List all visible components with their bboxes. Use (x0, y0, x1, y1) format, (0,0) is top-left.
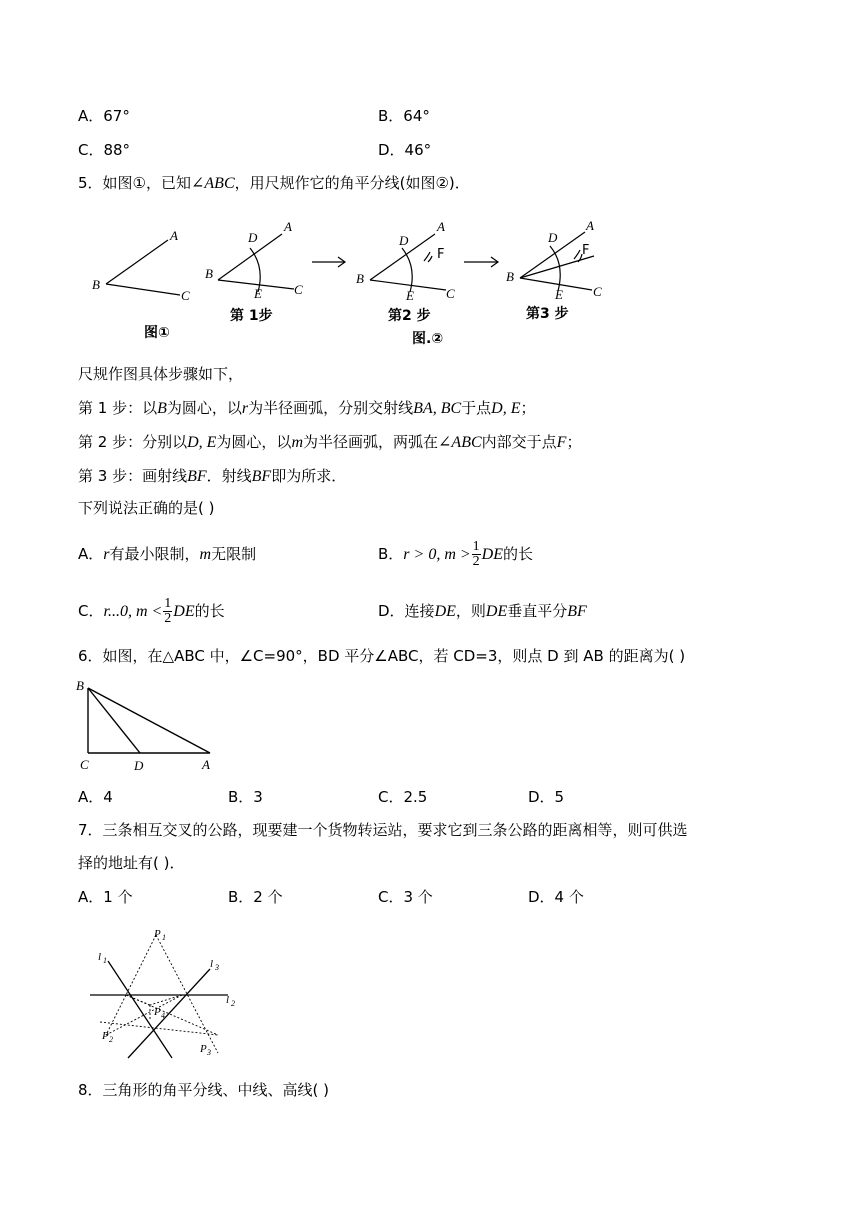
caption-fig1: 图① (144, 325, 170, 341)
svg-text:D: D (248, 230, 258, 245)
q7-option-d: D．4 个 (528, 888, 584, 906)
svg-text:C: C (593, 284, 602, 299)
q6-label-c: C (80, 757, 89, 772)
caption-fig2: 图.② (412, 331, 444, 347)
q5-option-d: D．连接DE，则DE垂直平分BF (378, 602, 587, 620)
svg-text:B: B (205, 266, 213, 281)
q6-option-c: C．2.5 (378, 788, 428, 806)
q4-option-a: A．67° (78, 107, 130, 125)
label-a1: A (170, 228, 178, 243)
q6-option-d: D．5 (528, 788, 565, 806)
svg-text:A: A (437, 219, 445, 234)
svg-text:2: 2 (231, 999, 235, 1008)
svg-text:A: A (586, 218, 594, 233)
q6-option-b: B．3 (228, 788, 263, 806)
svg-text:C: C (294, 282, 303, 297)
q6-stem: 6．如图，在△ABC 中，∠C=90°，BD 平分∠ABC，若 CD=3，则点 D 到 AB 的距离为( ) (78, 647, 686, 665)
q6-label-a: A (202, 757, 210, 772)
label-b1: B (92, 277, 100, 292)
svg-text:P: P (200, 1043, 207, 1055)
q8-stem: 8．三角形的角平分线、中线、高线( ) (78, 1081, 330, 1099)
svg-text:B: B (356, 271, 364, 286)
q5-step2: 第 2 步：分别以D, E为圆心，以m为半径画弧，两弧在∠ABC内部交于点F； (78, 433, 582, 451)
caption-step3: 第3 步 (526, 306, 569, 322)
q5-step1: 第 1 步：以B为圆心，以r为半径画弧，分别交射线BA, BC于点D, E； (78, 399, 536, 417)
svg-text:E: E (254, 286, 262, 301)
caption-step1: 第 1步 (230, 308, 273, 324)
svg-text:3: 3 (207, 1048, 211, 1057)
svg-text:E: E (406, 288, 414, 303)
arrow-2 (464, 257, 498, 267)
q4-option-b: B．64° (378, 107, 430, 125)
svg-text:A: A (284, 219, 292, 234)
svg-text:l: l (210, 958, 214, 970)
svg-text:l: l (226, 994, 230, 1006)
q6-figure (74, 676, 234, 776)
svg-text:2: 2 (109, 1035, 113, 1044)
q5-stem: 5．如图①，已知∠ABC，用尺规作它的角平分线(如图②)． (78, 174, 470, 192)
svg-text:4: 4 (161, 1011, 165, 1020)
q5-option-b: B．r > 0, m > $\frac{1}{2}$ DE的长 (378, 539, 534, 569)
q5-figure (80, 212, 620, 347)
q6-label-d: D (134, 758, 144, 773)
arrow-1 (312, 257, 345, 267)
svg-text:P: P (102, 1030, 109, 1042)
q6-label-b: B (76, 678, 84, 693)
q7-option-c: C．3 个 (378, 888, 433, 906)
svg-text:P: P (154, 1006, 161, 1018)
q5-intro: 尺规作图具体步骤如下， (78, 365, 244, 383)
svg-text:C: C (446, 286, 455, 301)
svg-text:P: P (154, 928, 161, 940)
figure-1 (106, 240, 180, 295)
svg-text:D: D (548, 230, 558, 245)
q7-stem-line1: 7．三条相互交叉的公路，现要建一个货物转运站，要求它到三条公路的距离相等，则可供选 (78, 821, 688, 839)
q5-option-a: A．r有最小限制，m无限制 (78, 545, 257, 563)
svg-text:F: F (582, 243, 590, 258)
svg-text:B: B (506, 269, 514, 284)
svg-text:F: F (437, 247, 445, 262)
q6-option-a: A．4 (78, 788, 113, 806)
svg-text:E: E (555, 287, 563, 302)
q5-step3: 第 3 步：画射线BF．射线BF即为所求． (78, 467, 347, 485)
svg-text:1: 1 (162, 933, 166, 942)
caption-step2: 第2 步 (388, 308, 431, 324)
q7-option-a: A．1 个 (78, 888, 133, 906)
q5-option-c: C．r...0, m < $\frac{1}{2}$ DE的长 (78, 596, 225, 626)
svg-text:l: l (98, 951, 102, 963)
q7-option-b: B．2 个 (228, 888, 283, 906)
label-c1: C (181, 288, 190, 303)
q7-figure (90, 925, 250, 1060)
q5-question: 下列说法正确的是( ) (78, 499, 215, 517)
q7-stem-line2: 择的地址有( )． (78, 854, 185, 872)
svg-text:D: D (399, 233, 409, 248)
svg-text:1: 1 (103, 956, 107, 965)
q4-option-d: D．46° (378, 141, 432, 159)
svg-text:3: 3 (215, 963, 219, 972)
q4-option-c: C．88° (78, 141, 131, 159)
